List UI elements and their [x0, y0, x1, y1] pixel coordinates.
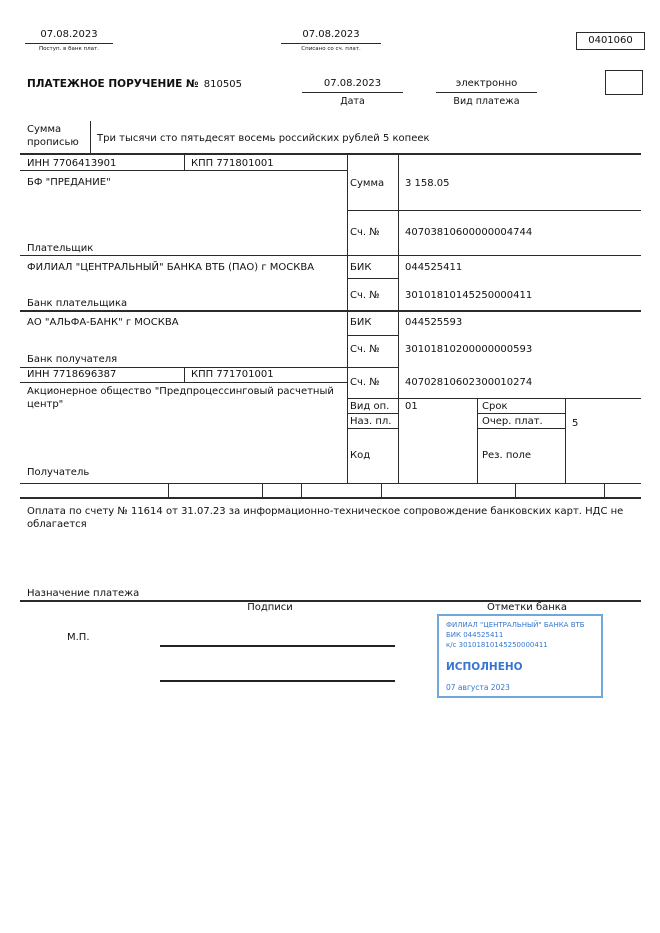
grid-line: [347, 210, 641, 211]
document-title: [27, 78, 242, 91]
payer-inn: ИНН 7706413901: [27, 158, 117, 169]
divider: [436, 92, 537, 93]
grid-line: [477, 398, 478, 483]
payer-bank-account-label: Сч. №: [350, 290, 380, 301]
grid-line: [20, 483, 641, 484]
grid-line: [398, 154, 399, 483]
divider: [90, 121, 91, 154]
grid-line: [20, 367, 398, 368]
grid-line: [604, 483, 605, 497]
payment-kind-label: Вид платежа: [453, 96, 520, 107]
payer-bank-account: 30101810145250000411: [405, 290, 533, 301]
code-label: Код: [350, 450, 371, 461]
payment-purpose-text: Оплата по счету № 11614 от 31.07.23 за информационно-техническое сопровождение банковских карт. НДС не облагается: [27, 506, 624, 530]
bank-stamp: [437, 614, 603, 698]
op-type-value: 01: [405, 401, 418, 412]
signature-line: [160, 680, 395, 682]
debited-label: Списано со сч. плат.: [301, 46, 361, 52]
payer-name: БФ "ПРЕДАНИЕ": [27, 177, 111, 188]
form-code: 0401060: [588, 35, 633, 46]
signature-line: [160, 645, 395, 647]
received-in-bank-date: 07.08.2023: [40, 29, 98, 40]
grid-line: [347, 428, 399, 429]
payment-kind-value: электронно: [455, 78, 518, 89]
payer-bank-section-label: Банк плательщика: [27, 298, 128, 309]
divider: [302, 92, 403, 93]
payee-name: Акционерное общество "Предпроцессинговый расчетный центр": [27, 386, 334, 410]
grid-line: [477, 413, 565, 414]
payee-bank-account: 30101810200000000593: [405, 344, 533, 355]
grid-line: [515, 483, 516, 497]
grid-line: [565, 398, 566, 483]
naz-pl-label: Наз. пл.: [350, 416, 392, 427]
divider: [25, 43, 113, 44]
mp-label: М.П.: [67, 632, 90, 643]
payee-inn: ИНН 7718696387: [27, 369, 117, 380]
grid-line: [347, 154, 348, 483]
payer-kpp: КПП 771801001: [191, 158, 274, 169]
divider: [281, 43, 381, 44]
payer-account: 40703810600000004744: [405, 227, 533, 238]
priority-label: Очер. плат.: [482, 416, 543, 427]
payee-bank-account-label: Сч. №: [350, 344, 380, 355]
payer-account-label: Сч. №: [350, 227, 380, 238]
stamp-bik: БИК 044525411: [446, 631, 504, 639]
grid-line: [347, 413, 399, 414]
grid-line: [262, 483, 263, 497]
grid-line: [184, 154, 185, 171]
date-label: Дата: [340, 96, 365, 107]
form-code-box: [576, 32, 645, 50]
received-in-bank-label: Поступ. в банк плат.: [39, 46, 99, 52]
grid-line: [20, 255, 641, 256]
purpose-section-label: Назначение платежа: [27, 588, 140, 599]
payee-bank-section-label: Банк получателя: [27, 354, 118, 365]
amount-words-value: Три тысячи сто пятьдесят восемь российских рублей 5 копеек: [97, 133, 430, 144]
op-type-label: Вид оп.: [350, 401, 390, 412]
title-text: ПЛАТЕЖНОЕ ПОРУЧЕНИЕ №: [27, 78, 199, 90]
payee-account-label: Сч. №: [350, 377, 380, 388]
amount-words-label: Сумма прописью: [27, 124, 79, 148]
stamp-bank-name: ФИЛИАЛ "ЦЕНТРАЛЬНЫЙ" БАНКА ВТБ: [446, 621, 585, 629]
grid-line: [381, 483, 382, 497]
payer-bank-bik: 044525411: [405, 262, 463, 273]
grid-line: [20, 382, 347, 383]
bank-marks-title: Отметки банка: [487, 602, 567, 613]
payee-bank-bik-label: БИК: [350, 317, 372, 328]
grid-line: [184, 367, 185, 382]
stamp-date: 07 августа 2023: [446, 683, 510, 692]
payee-bank-name: АО "АЛЬФА-БАНК" г МОСКВА: [27, 317, 179, 328]
payer-section-label: Плательщик: [27, 243, 94, 254]
term-label: Срок: [482, 401, 508, 412]
grid-line: [20, 497, 641, 499]
grid-line: [20, 153, 641, 155]
document-number: 810505: [203, 79, 242, 90]
grid-line: [347, 278, 399, 279]
payee-section-label: Получатель: [27, 467, 90, 478]
grid-line: [168, 483, 169, 497]
priority-value: 5: [572, 418, 579, 429]
grid-line: [477, 428, 565, 429]
sum-label: Сумма: [350, 178, 385, 189]
sum-value: 3 158.05: [405, 178, 450, 189]
document-date: 07.08.2023: [323, 78, 382, 89]
status-code-box: [605, 70, 643, 95]
signatures-title: Подписи: [247, 602, 293, 613]
reserve-field-label: Рез. поле: [482, 450, 532, 461]
payee-bank-bik: 044525593: [405, 317, 463, 328]
grid-line: [347, 398, 641, 399]
grid-line: [347, 335, 399, 336]
grid-line: [20, 310, 641, 312]
grid-line: [301, 483, 302, 497]
stamp-status: ИСПОЛНЕНО: [446, 661, 523, 673]
debited-date: 07.08.2023: [302, 29, 360, 40]
payer-bank-name: ФИЛИАЛ "ЦЕНТРАЛЬНЫЙ" БАНКА ВТБ (ПАО) г МОСКВА: [27, 262, 315, 273]
payer-bank-bik-label: БИК: [350, 262, 372, 273]
payee-account: 40702810602300010274: [405, 377, 533, 388]
stamp-corr-account: к/с 30101810145250000411: [446, 641, 548, 649]
payee-kpp: КПП 771701001: [191, 369, 274, 380]
